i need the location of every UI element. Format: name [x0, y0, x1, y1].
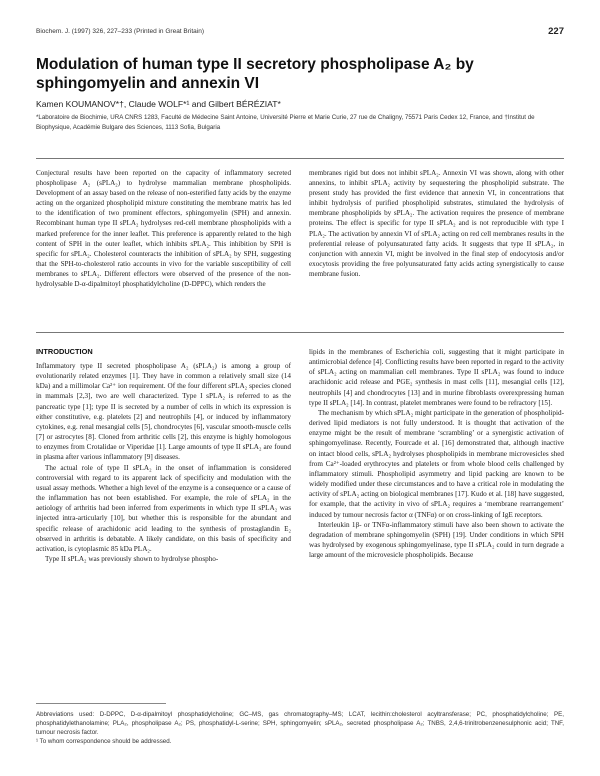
body-left-column: [36, 361, 291, 564]
page-number: 227: [548, 26, 564, 37]
footnote-rule: [36, 703, 166, 704]
intro-paragraph: Interleukin 1β- or TNFα-inflammatory stimuli have also been shown to activate the degradation of membrane sphingomyelin (SPH) [19]. Under conditions in which SPH was hydrolysed by exogenous sphingomyelinase, type II sPLA₂ could in turn degrade a large amount of the microvesicle phospholipids. Because: [309, 520, 564, 560]
journal-citation: Biochem. J. (1997) 326, 227–233 (Printed in Great Britain): [36, 28, 205, 35]
intro-paragraph: Type II sPLA₂ was previously shown to hydrolyse phospho-: [45, 554, 219, 563]
footnotes: [36, 711, 564, 747]
abstract-left-column: Conjectural results have been reported on the capacity of inflammatory secreted phospholipase A₂ (sPLA₂) to hydrolyse mammalian membrane phospholipids. Development of an assay based on the release of non-esterified fatty acids by the enzyme acting on the organized phospholipid mixture constituting the membrane matrix has led to the identification of two prominent effectors, sphingomyelin (SPH) and annexin. Recombinant human type II sPLA₂ hydrolyses red-cell membrane phospholipids with a marked preference for the inner leaflet. This preference is apparently related to the high content of SPH in the outer leaflet, which inhibits sPLA₂. This inhibition by SPH is specific for sPLA₂. Cholesterol counteracts the inhibition of sPLA₂ by SPH, suggesting that the SPH-to-cholesterol ratio accounts in vivo for the variable susceptibility of cell membranes to sPLA₂. Different effectors were observed of the presence of the non-hydrolysable D-α-dipalmitoyl phosphatidylcholine (D-DPPC), which renders the: [36, 169, 291, 289]
author-affiliation: *Laboratoire de Biochimie, URA CNRS 1283, Faculté de Médecine Saint Antoine, Université Pierre et Marie Curie, 27 rue de Chaligny, 75571 Paris Cedex 12, France, and †Institut de Biophysique, Académie Bulgare des Sciences, 1113 Sofia, Bulgaria: [36, 114, 535, 131]
body-right-column: [309, 347, 564, 560]
abstract-bottom-rule: [36, 332, 564, 333]
abstract-right-column: membranes rigid but does not inhibit sPLA₂. Annexin VI was shown, along with other annexins, to inhibit sPLA₂ activity by sequestering the phospholipid substrate. The present study has provided the first evidence that annexin VI, in concentrations that inhibit hydrolysis of purified phospholipid substrates, stimulated the hydrolysis of membrane phospholipids by sPLA₂. The activation requires the presence of membrane proteins. The effect is specific for type II sPLA₂ and is not reproducible with type I PLA₂. The activation by annexin VI of sPLA₂ acting on red cell membranes results in the preferential release of polyunsaturated fatty acids. It suggests that type II sPLA₂, in conjunction with annexin VI, might be involved in the final step of endocytosis and/or exocytosis providing the free polyunsaturated fatty acids acting synergistically to cause membrane fusion.: [309, 169, 564, 278]
section-heading-introduction: INTRODUCTION: [36, 347, 93, 356]
intro-paragraph: The actual role of type II sPLA₂ in the onset of inflammation is considered controversial with regard to its apparent lack of specificity and modulation with the usual assay methods. Whether a high level of the enzyme is a consequence or a cause of the inflammation has not been established. For example, the role of sPLA₂ in the aetiology of arthritis had been inferred from experiments in which type II sPLA₂ was injected intra-articularly [10], but whether this is responsible for the abundant and specific release of arachidonic acid leading to the synthesis of prostaglandin E₂ observed in arthritis is debatable. A likely candidate, on this basis of specificity and activation, is cytoplasmic 85 kDa PLA₂.: [36, 463, 291, 553]
intro-paragraph: The mechanism by which sPLA₂ might participate in the generation of phospholipid-derived lipid mediators is not fully understood. It is thought that activation of the enzyme might be the result of membrane ‘scrambling’ or a synergistic activation of sphingomyelinase. Recently, Fourcade et al. [16] demonstrated that, although inactive on intact blood cells, sPLA₂ hydrolyses phospholipids in membrane microvesicles shed from Ca²⁺-loaded erythrocytes and platelets or from whole blood cells challenged by inflammatory stimuli. Phospholipid asymmetry and lipid packing are known to be widely modified under these circumstances and to have a critical role in modulating the activity of sPLA₂ acting on biological membranes [17]. Kudo et al. [18] have suggested, for example, that the activity in vivo of sPLA₂ requires a ‘membrane rearrangement’ induced by tumour necrosis factor α (TNFα) or on cross-linking of IgE receptors.: [309, 408, 564, 519]
abstract-top-rule: [36, 158, 564, 159]
author-list: Kamen KOUMANOV*†, Claude WOLF*¹ and Gilbert BÉRÉZIAT*: [36, 99, 281, 109]
article-title: Modulation of human type II secretory phospholipase A₂ by sphingomyelin and annexin VI: [36, 56, 474, 92]
intro-paragraph: lipids in the membranes of Escherichia coli, suggesting that it might participate in antimicrobial defence [4]. Conflicting results have been reported in regard to the activity of sPLA₂ acting on mammalian cell membranes. Type II sPLA₂ was found to induce arachidonic acid release and PGE₂ synthesis in mast cells [11], mesangial cells [12], neutrophils [4] and chondrocytes [13] and in murine fibroblasts overexpressing human type II sPLA₂ [14]. In contrast, platelet membranes were found to be refractory [15].: [309, 348, 564, 407]
abbreviations-footnote: Abbreviations used: D-DPPC, D-α-dipalmitoyl phosphatidylcholine; GC–MS, gas chromatography–MS; LCAT, lecithin:cholesterol acyltransferase; PC, phosphatidylcholine; PE, phosphatidylethanolamine; PLA₂, phospholipase A₂; PS, phosphatidyl-L-serine; SPH, sphingomyelin; sPLA₂, secreted phospholipase A₂; TNBS, 2,4,6-trinitrobenzenesulphonic acid; TNF, tumour necrosis factor.: [36, 711, 564, 736]
intro-paragraph: Inflammatory type II secreted phospholipase A₂ (sPLA₂) is among a group of evolutionarily related enzymes [1]. They have in common a relatively small size (14 kDa) and a millimolar Ca²⁺ ion requirement. Of the four different sPLA₂ species cloned in mammals [2,3], two are well characterized. Type I sPLA₂ is referred to as the pancreatic type [1]; type II is secreted by a number of cells in which its expression is either constitutive, e.g. platelets [2] and neutrophils [4], or induced by inflammatory cytokines, e.g. renal mesangial cells [5], chondrocytes [6], vascular smooth-muscle cells [7] or astrocytes [8]. Cloned from arthritic cells [2], this enzyme is highly homologous to enzymes from Crotalidae or Viperidae [1]. Large amounts of type II sPLA₂ are found in plasma after various inflammatory [9] diseases.: [36, 362, 291, 462]
correspondence-footnote: ¹ To whom correspondence should be addressed.: [36, 737, 172, 745]
